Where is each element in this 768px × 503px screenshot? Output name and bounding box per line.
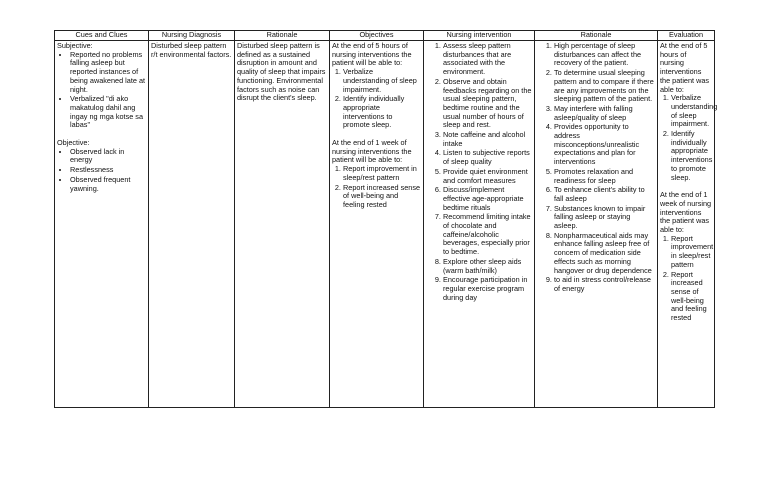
intervention-rationale-item: 4. Provides opportunity to address misconceptions/unrealistic expectations and plan for interventions (554, 123, 655, 167)
header-rationale-2: Rationale (535, 31, 658, 41)
intervention-item: 5. Provide quiet environment and comfort measures (443, 168, 532, 185)
intervention-item: 6. Discuss/implement effective age-appropriate bedtime rituals (443, 186, 532, 212)
intervention-item: 4. Listen to subjective reports of sleep quality (443, 149, 532, 166)
subjective-label: Subjective: (57, 41, 93, 50)
intervention-item: 2. Observe and obtain feedbacks regarding on the usual sleeping pattern, bedtime routine and the usual number of hours of sleep and rest. (443, 78, 532, 130)
interventions-cell (424, 41, 535, 408)
evaluation-item: 2. Report increased sense of well-being and feeling rested (671, 271, 712, 323)
objectives-intro-1-week: At the end of 1 week of nursing interventions the patient will be able to: (332, 138, 412, 165)
intervention-item: 7. Recommend limiting intake of chocolate and caffeine/alcoholic beverages, especially prior to bedtime. (443, 213, 532, 257)
objective-item: • Observed frequent yawning. (70, 176, 146, 193)
objectives-intro-5-hours: At the end of 5 hours of nursing interventions the patient will be able to: (332, 41, 412, 68)
intervention-rationale-item: 2. To determine usual sleeping pattern and to compare if there are any improvements on the sleeping pattern of the patient. (554, 69, 655, 104)
header-nursing-intervention: Nursing intervention (424, 31, 535, 41)
interventions-list (426, 42, 532, 302)
cues-cell (55, 41, 149, 408)
diagnosis-text: Disturbed sleep pattern r/t environmental factors. (151, 41, 232, 59)
evaluation-item: 1. Verbalize understanding of sleep impairment. (671, 94, 712, 129)
diagnosis-cell (149, 41, 235, 408)
subjective-list (57, 51, 146, 130)
objective-list (57, 148, 146, 194)
objective-item: • Observed lack in energy (70, 148, 146, 165)
objectives-cell (330, 41, 424, 408)
evaluation-list-1-week (660, 235, 712, 323)
intervention-rationale-list (537, 42, 655, 294)
objective-label: Objective: (57, 138, 90, 148)
intervention-rationale-item: 8. Nonpharmaceutical aids may enhance falling asleep free of concern of medication side effects such as morning hangover or drug dependence (554, 232, 655, 276)
evaluation-item: 1. Report improvement in sleep/rest pattern (671, 235, 712, 270)
evaluation-intro-1-week: At the end of 1 week of nursing interventions the patient was able to: (660, 190, 712, 235)
header-objectives: Objectives (330, 31, 424, 41)
intervention-rationale-item: 3. May interfere with falling asleep/quality of sleep (554, 105, 655, 122)
objective-goal: 2. Report increased sense of well-being and feeling rested (343, 184, 421, 210)
care-plan-row (55, 41, 715, 408)
rationale-cell (235, 41, 330, 408)
intervention-rationale-item: 5. Promotes relaxation and readiness for sleep (554, 168, 655, 185)
subjective-item: • Verbalized "di ako makatulog dahil ang ingay ng mga kotse sa labas" (70, 95, 146, 130)
evaluation-intro-5-hours: At the end of 5 hours of nursing interventions the patient was able to: (660, 41, 710, 94)
header-row (55, 31, 715, 41)
header-evaluation: Evaluation (658, 31, 715, 41)
evaluation-item: 2. Identify individually appropriate interventions to promote sleep. (671, 130, 712, 182)
intervention-rationale-item: 7. Substances known to impair falling asleep or staying asleep. (554, 205, 655, 231)
evaluation-cell (658, 41, 718, 408)
intervention-item: 8. Explore other sleep aids (warm bath/milk) (443, 258, 532, 275)
intervention-rationale-item: 1. High percentage of sleep disturbances can affect the recovery of the patient. (554, 42, 655, 68)
rationale-text: Disturbed sleep pattern is defined as a sustained disruption in amount and quality of sleep that impairs functioning. Environmental factors such as noise can disrupt the client's sleep. (237, 41, 326, 103)
intervention-rationale-item: 6. To enhance client's ability to fall asleep (554, 186, 655, 203)
intervention-item: 1. Assess sleep pattern disturbances that are associated with the environment. (443, 42, 532, 77)
nursing-care-plan-table (54, 30, 718, 408)
intervention-item: 3. Note caffeine and alcohol intake (443, 131, 532, 148)
intervention-item: 9. Encourage participation in regular exercise program during day (443, 276, 532, 302)
header-rationale: Rationale (235, 31, 330, 41)
objective-item: • Restlessness (70, 166, 146, 175)
subjective-item: • Reported no problems falling asleep but reported instances of being awakened late at night. (70, 51, 146, 95)
objective-goal: 2. Identify individually appropriate interventions to promote sleep. (343, 95, 421, 130)
objectives-list-5-hours (332, 68, 421, 130)
evaluation-list-5-hours (660, 93, 718, 182)
header-cues-and-clues: Cues and Clues (55, 31, 149, 41)
intervention-rationale-cell (535, 41, 658, 408)
header-nursing-diagnosis: Nursing Diagnosis (149, 31, 235, 41)
objective-goal: 1. Report improvement in sleep/rest pattern (343, 165, 421, 182)
intervention-rationale-item: 9. to aid in stress control/release of energy (554, 276, 655, 293)
objective-goal: 1. Verbalize understanding of sleep impairment. (343, 68, 421, 94)
objectives-list-1-week (332, 165, 421, 210)
